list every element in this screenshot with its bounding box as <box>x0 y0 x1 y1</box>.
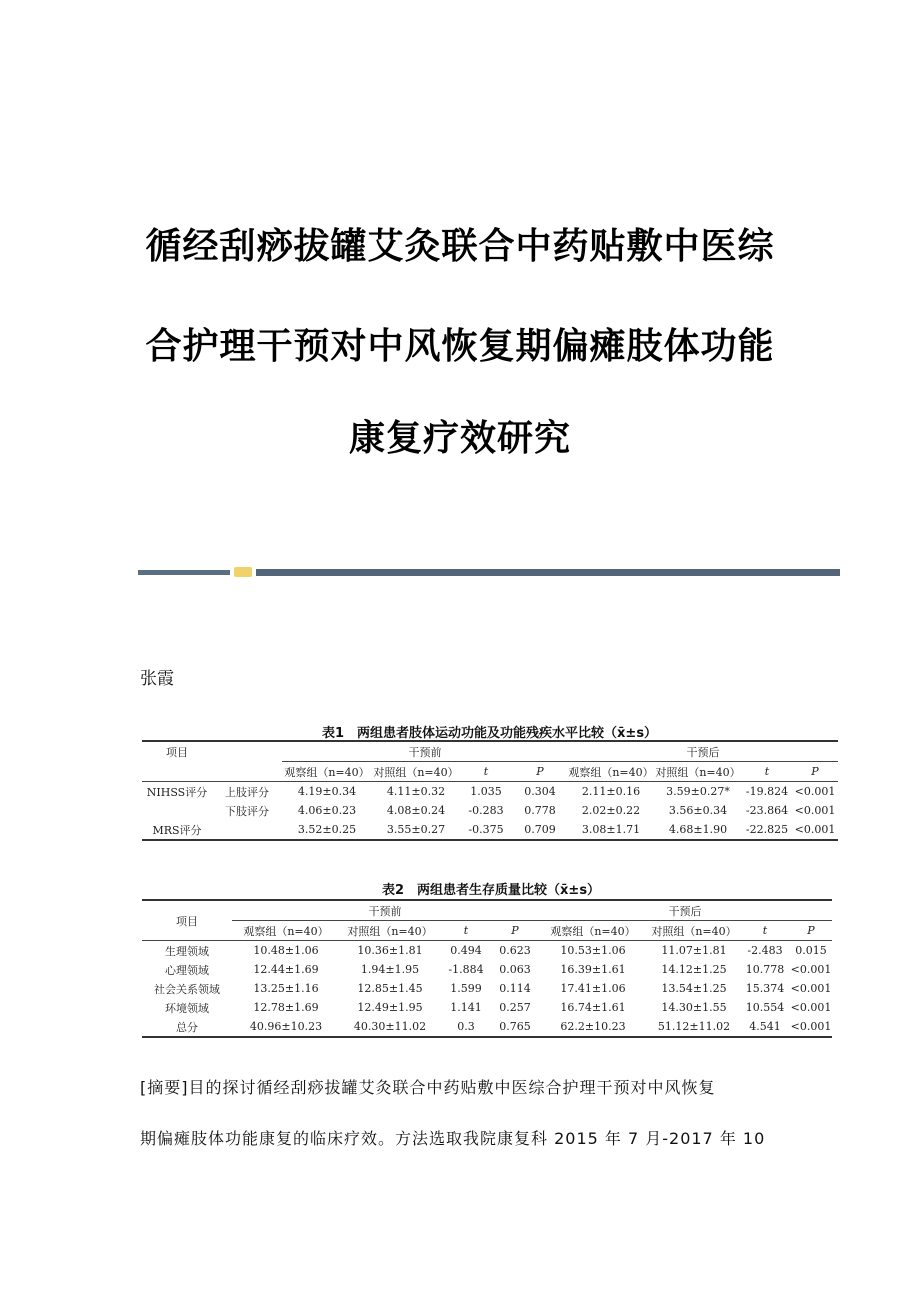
table-cell: <0.001 <box>792 820 838 840</box>
table-cell: 0.304 <box>524 785 556 798</box>
table-cell: -0.375 <box>460 820 512 840</box>
table-cell: 12.85±1.45 <box>357 982 423 995</box>
table-cell: 0.063 <box>499 963 531 976</box>
table-cell: 13.25±1.16 <box>253 982 319 995</box>
table-cell: <0.001 <box>790 963 832 976</box>
table-cell: 0.3 <box>440 1017 492 1037</box>
table-cell: 2.02±0.22 <box>581 804 641 817</box>
table1-subheader: 观察组（n=40） <box>282 762 372 782</box>
table-cell: 10.36±1.81 <box>357 944 423 957</box>
table1-subheader: 观察组（n=40） <box>568 762 654 782</box>
table-cell: 0.709 <box>512 820 568 840</box>
table2-row-item: 总分 <box>142 1017 232 1037</box>
table2-group-before: 干预前 <box>232 900 538 921</box>
table-row <box>142 1017 832 1037</box>
table2-row-item: 社会关系领域 <box>154 982 220 996</box>
table-cell: <0.001 <box>790 1017 832 1037</box>
table-cell: 0.765 <box>492 1017 538 1037</box>
table-cell: 1.599 <box>450 982 482 995</box>
table-cell: 4.08±0.24 <box>386 804 446 817</box>
table-cell: -1.884 <box>448 963 484 976</box>
table2-subheader: t <box>440 921 492 941</box>
table-cell: <0.001 <box>794 804 836 817</box>
divider-bar-left <box>138 570 230 575</box>
table-cell: 1.94±1.95 <box>360 963 420 976</box>
table1-subheader: P <box>512 762 568 782</box>
table-cell: 16.74±1.61 <box>560 1001 626 1014</box>
table2-subheader: t <box>740 921 790 941</box>
table-cell: 4.19±0.34 <box>297 785 357 798</box>
table2 <box>142 899 832 1038</box>
table-cell: 10.48±1.06 <box>253 944 319 957</box>
table2-subheader: 对照组（n=40） <box>648 921 740 941</box>
abstract-line-1: [摘要]目的探讨循经刮痧拔罐艾灸联合中药贴敷中医综合护理干预对中风恢复 <box>140 1078 716 1097</box>
table-cell: 12.78±1.69 <box>253 1001 319 1014</box>
table-cell: 3.08±1.71 <box>568 820 654 840</box>
table-cell: <0.001 <box>790 1001 832 1014</box>
table-cell: 10.778 <box>745 963 785 976</box>
table1-subheader: t <box>460 762 512 782</box>
table-cell: 13.54±1.25 <box>661 982 727 995</box>
table-row <box>142 941 832 961</box>
table-cell: 10.554 <box>745 1001 785 1014</box>
table-row <box>142 979 832 998</box>
divider-bar-right <box>256 569 840 576</box>
table-cell: -19.824 <box>745 785 789 798</box>
table1-group-after: 干预后 <box>568 741 838 762</box>
table-cell: <0.001 <box>790 982 832 995</box>
table2-subheader: 对照组（n=40） <box>340 921 440 941</box>
table2-item-header: 项目 <box>142 900 232 941</box>
table2-row-item: 环境领域 <box>165 1001 209 1015</box>
abstract-line-2: 期偏瘫肢体功能康复的临床疗效。方法选取我院康复科 2015 年 7 月-2017 年 10 <box>140 1129 766 1148</box>
table-row <box>142 998 832 1017</box>
table2-row-item: 心理领域 <box>165 963 209 977</box>
table1-caption: 表1 两组患者肢体运动功能及功能残疾水平比较（x̄±s） <box>322 726 658 741</box>
table1-subheader: t <box>742 762 792 782</box>
table-cell: 0.015 <box>795 944 827 957</box>
table-row <box>142 782 838 802</box>
section-divider <box>138 567 840 577</box>
table-cell: 51.12±11.02 <box>648 1017 740 1037</box>
table-cell: 12.44±1.69 <box>253 963 319 976</box>
table1-row-sub: 上肢评分 <box>225 785 269 799</box>
table2-subheader: P <box>790 921 832 941</box>
table-cell: 14.30±1.55 <box>661 1001 727 1014</box>
title-line-3: 康复疗效研究 <box>348 418 571 459</box>
table1-row-item: NIHSS评分 <box>146 785 208 799</box>
table-cell: 62.2±10.23 <box>538 1017 648 1037</box>
table2-row-item: 生理领域 <box>165 944 209 958</box>
table-cell: -2.483 <box>747 944 783 957</box>
table-cell: 16.39±1.61 <box>560 963 626 976</box>
table-cell: 11.07±1.81 <box>661 944 727 957</box>
table-cell: 14.12±1.25 <box>661 963 727 976</box>
table2-group-after: 干预后 <box>538 900 832 921</box>
table1-item-header: 项目 <box>142 741 212 762</box>
divider-ornament-icon <box>234 567 252 577</box>
table-cell: 0.257 <box>499 1001 531 1014</box>
table-cell: <0.001 <box>794 785 836 798</box>
table-cell: 40.96±10.23 <box>232 1017 340 1037</box>
table-cell: 4.541 <box>740 1017 790 1037</box>
table1-row-sub: 下肢评分 <box>225 804 269 818</box>
table-cell: 0.623 <box>499 944 531 957</box>
title-line-1: 循经刮痧拔罐艾灸联合中药贴敷中医综 <box>145 226 775 267</box>
title-line-2: 合护理干预对中风恢复期偏瘫肢体功能 <box>145 326 775 367</box>
table-cell: 40.30±11.02 <box>340 1017 440 1037</box>
table-cell: -23.864 <box>745 804 789 817</box>
table-cell: 3.59±0.27* <box>666 785 730 798</box>
author-name: 张霞 <box>140 669 174 689</box>
table-cell: 3.56±0.34 <box>668 804 728 817</box>
table-row <box>142 820 838 840</box>
table2-subheader: P <box>492 921 538 941</box>
table-cell: 1.141 <box>450 1001 482 1014</box>
table2-subheader: 观察组（n=40） <box>538 921 648 941</box>
table-cell: 1.035 <box>470 785 502 798</box>
table1-row-item: MRS评分 <box>142 820 212 840</box>
table1-subheader: P <box>792 762 838 782</box>
table-row <box>142 801 838 820</box>
table-row <box>142 960 832 979</box>
table-cell: -0.283 <box>468 804 504 817</box>
table1-row-item <box>142 801 212 820</box>
table-cell: 0.494 <box>450 944 482 957</box>
table-cell: 17.41±1.06 <box>560 982 626 995</box>
table-cell: -22.825 <box>742 820 792 840</box>
table1 <box>142 740 838 841</box>
table-cell: 3.55±0.27 <box>372 820 460 840</box>
table-cell: 4.06±0.23 <box>297 804 357 817</box>
table2-caption: 表2 两组患者生存质量比较（x̄±s） <box>382 883 601 898</box>
table2-subheader: 观察组（n=40） <box>232 921 340 941</box>
table-cell: 12.49±1.95 <box>357 1001 423 1014</box>
table1-subheader: 对照组（n=40） <box>372 762 460 782</box>
table-cell: 15.374 <box>745 982 785 995</box>
table1-subheader: 对照组（n=40） <box>654 762 742 782</box>
table1-row-sub <box>212 820 282 840</box>
table-cell: 3.52±0.25 <box>282 820 372 840</box>
table1-group-before: 干预前 <box>282 741 568 762</box>
table-cell: 2.11±0.16 <box>581 785 641 798</box>
table-cell: 4.68±1.90 <box>654 820 742 840</box>
table-cell: 0.778 <box>524 804 556 817</box>
table-cell: 10.53±1.06 <box>560 944 626 957</box>
table-cell: 4.11±0.32 <box>386 785 446 798</box>
table-cell: 0.114 <box>499 982 531 995</box>
